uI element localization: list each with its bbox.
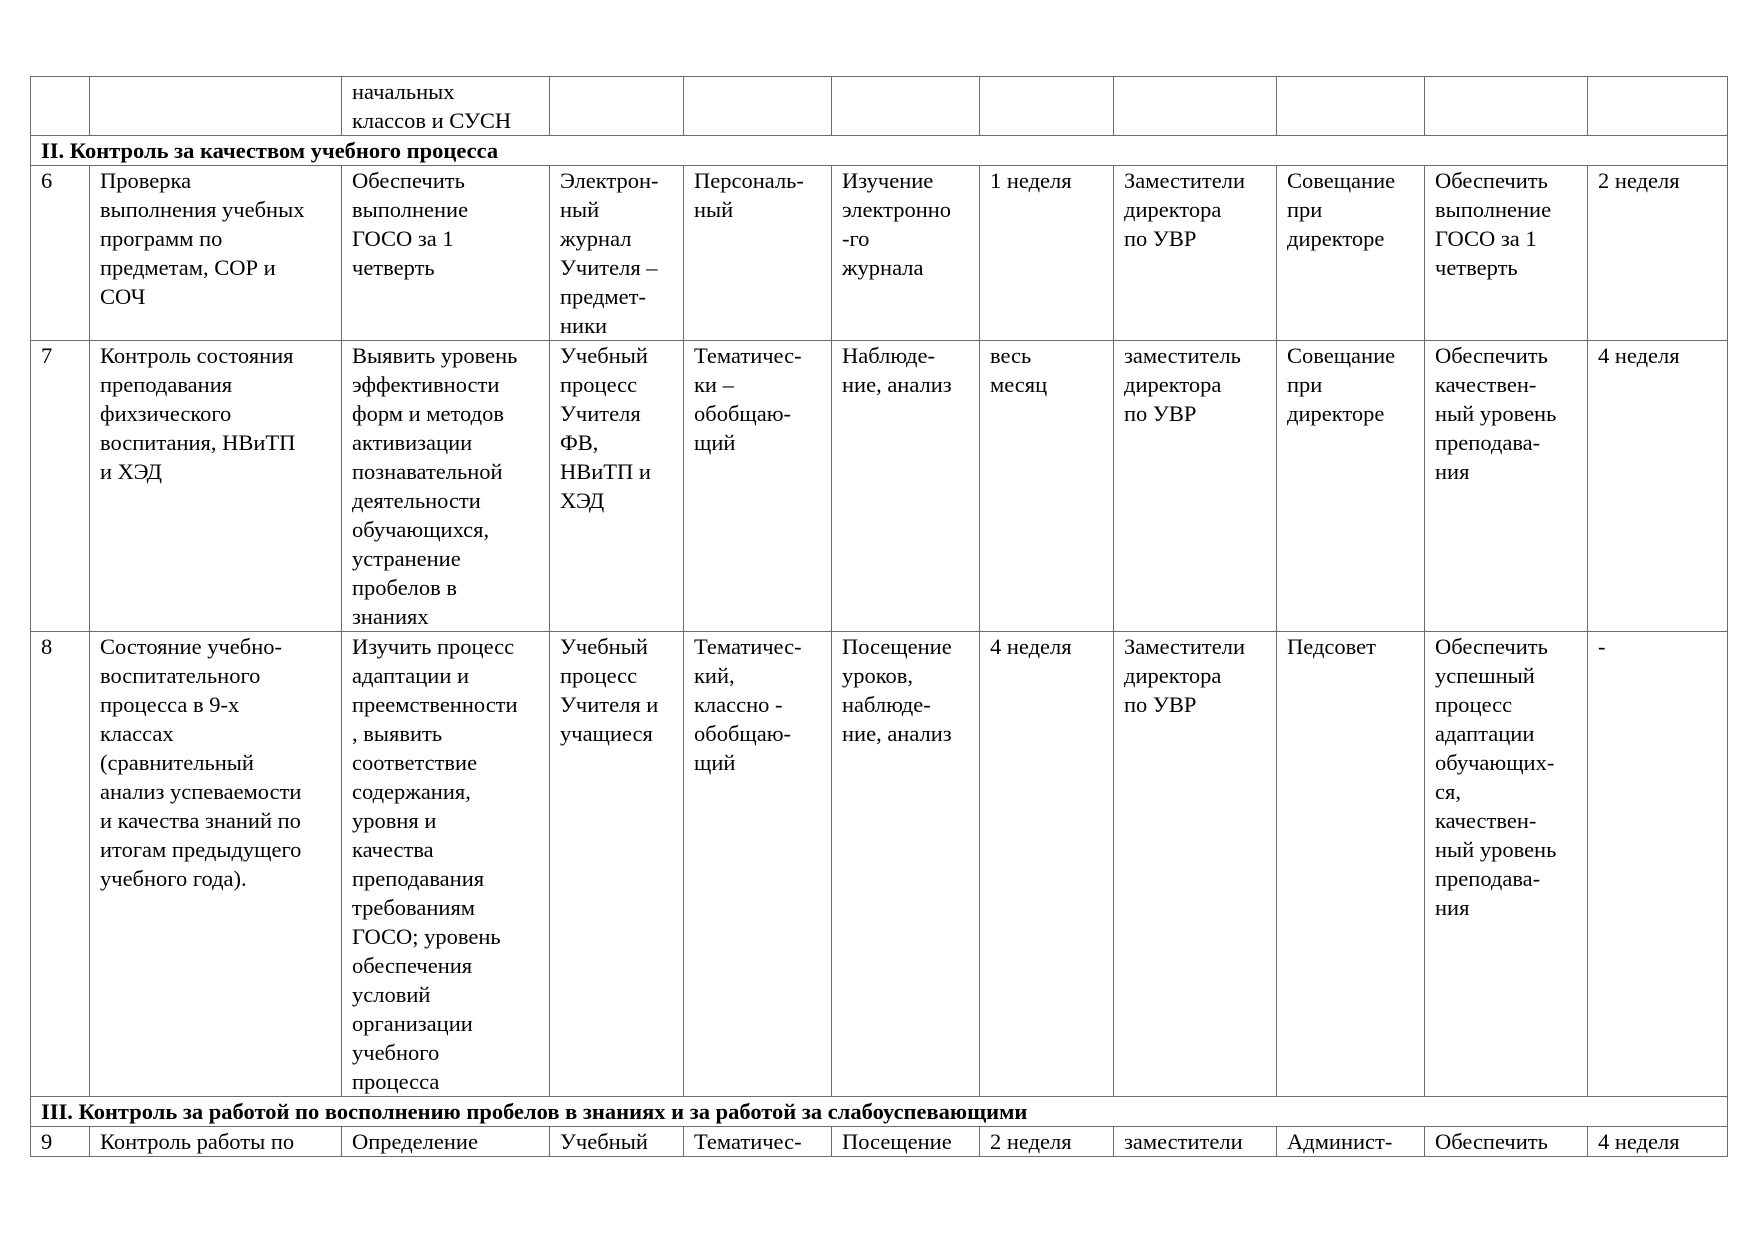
cell-num: 6 — [31, 166, 90, 341]
cell-content — [90, 77, 342, 136]
cell-object — [550, 77, 684, 136]
cell-repeat: 4 неделя — [1588, 341, 1728, 632]
table-row — [31, 77, 1728, 136]
cell-result: Обеспечить качествен- ный уровень преподава- ния — [1425, 341, 1588, 632]
cell-result — [1425, 77, 1588, 136]
control-plan-table — [30, 76, 1728, 1157]
cell-responsible: Заместители директора по УВР — [1114, 632, 1277, 1097]
cell-object: Учебный процесс Учителя и учащиеся — [550, 632, 684, 1097]
table-row — [31, 166, 1728, 341]
cell-method: Наблюде- ние, анализ — [832, 341, 980, 632]
cell-goal: Обеспечить выполнение ГОСО за 1 четверть — [342, 166, 550, 341]
cell-num: 7 — [31, 341, 90, 632]
section-heading: II. Контроль за качеством учебного процесса — [31, 136, 1728, 166]
cell-repeat: - — [1588, 632, 1728, 1097]
cell-content: Контроль работы по — [90, 1127, 342, 1157]
cell-content: Проверка выполнения учебных программ по предметам, СОР и СОЧ — [90, 166, 342, 341]
cell-period: 4 неделя — [980, 632, 1114, 1097]
cell-goal: Выявить уровень эффективности форм и методов активизации познавательной деятельности обучающихся, устранение пробелов в знаниях — [342, 341, 550, 632]
cell-object: Учебный процесс Учителя ФВ, НВиТП и ХЭД — [550, 341, 684, 632]
cell-period: весь месяц — [980, 341, 1114, 632]
cell-review: Админист- — [1277, 1127, 1425, 1157]
cell-method: Изучение электронно -го журнала — [832, 166, 980, 341]
cell-period — [980, 77, 1114, 136]
cell-result: Обеспечить успешный процесс адаптации обучающих- ся, качествен- ный уровень преподава- ния — [1425, 632, 1588, 1097]
cell-content: Состояние учебно- воспитательного процесса в 9-х классах (сравнительный анализ успеваемости и качества знаний по итогам предыдущего учебного года). — [90, 632, 342, 1097]
cell-content: Контроль состояния преподавания фихзического воспитания, НВиТП и ХЭД — [90, 341, 342, 632]
table-row — [31, 1127, 1728, 1157]
cell-repeat — [1588, 77, 1728, 136]
cell-review: Совещание при директоре — [1277, 166, 1425, 341]
section-row — [31, 1097, 1728, 1127]
cell-num — [31, 77, 90, 136]
cell-method: Посещение уроков, наблюде- ние, анализ — [832, 632, 980, 1097]
section-row — [31, 136, 1728, 166]
cell-goal: Определение — [342, 1127, 550, 1157]
cell-type: Тематичес- — [684, 1127, 832, 1157]
cell-num: 9 — [31, 1127, 90, 1157]
cell-responsible — [1114, 77, 1277, 136]
cell-responsible: заместитель директора по УВР — [1114, 341, 1277, 632]
cell-method: Посещение — [832, 1127, 980, 1157]
cell-type: Тематичес- ки – обобщаю- щий — [684, 341, 832, 632]
table-row — [31, 341, 1728, 632]
cell-type: Тематичес- кий, классно - обобщаю- щий — [684, 632, 832, 1097]
cell-repeat: 2 неделя — [1588, 166, 1728, 341]
cell-num: 8 — [31, 632, 90, 1097]
cell-method — [832, 77, 980, 136]
cell-object: Учебный — [550, 1127, 684, 1157]
cell-review: Педсовет — [1277, 632, 1425, 1097]
cell-repeat: 4 неделя — [1588, 1127, 1728, 1157]
cell-responsible: Заместители директора по УВР — [1114, 166, 1277, 341]
cell-responsible: заместители — [1114, 1127, 1277, 1157]
cell-review: Совещание при директоре — [1277, 341, 1425, 632]
document-page — [30, 76, 1727, 1157]
cell-period: 1 неделя — [980, 166, 1114, 341]
cell-goal: Изучить процесс адаптации и преемственности , выявить соответствие содержания, уровня и качества преподавания требованиям ГОСО; уровень обеспечения условий организации учебного процесса — [342, 632, 550, 1097]
cell-goal: начальных классов и СУСН — [342, 77, 550, 136]
cell-review — [1277, 77, 1425, 136]
cell-type — [684, 77, 832, 136]
section-heading: III. Контроль за работой по восполнению пробелов в знаниях и за работой за слабоуспевающими — [31, 1097, 1728, 1127]
cell-result: Обеспечить — [1425, 1127, 1588, 1157]
cell-result: Обеспечить выполнение ГОСО за 1 четверть — [1425, 166, 1588, 341]
cell-period: 2 неделя — [980, 1127, 1114, 1157]
cell-object: Электрон- ный журнал Учителя – предмет- ники — [550, 166, 684, 341]
table-row — [31, 632, 1728, 1097]
cell-type: Персональ- ный — [684, 166, 832, 341]
